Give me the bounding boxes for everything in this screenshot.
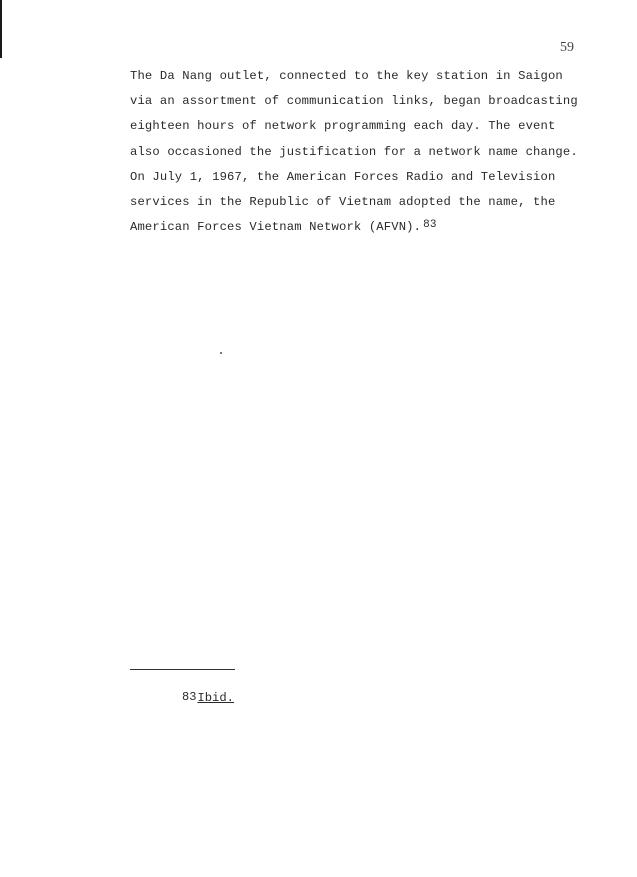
page-number: 59 [560,40,574,55]
paragraph-line: also occasioned the justification for a network name change. [130,144,578,159]
paragraph-line-text: American Forces Vietnam Network (AFVN). [130,220,422,235]
footnote [182,676,234,708]
footnote-text: Ibid. [197,691,234,705]
footnote-divider [130,669,235,670]
paragraph-line: eighteen hours of network programming each day. The event [130,119,556,134]
paragraph-line: via an assortment of communication links, began broadcasting [130,94,578,109]
paragraph-line: services in the Republic of Vietnam adopted the name, the [130,195,556,210]
scan-speck [220,352,222,354]
scan-edge-mark [0,0,2,58]
paragraph-line-last [130,215,590,241]
body-paragraph [130,64,590,241]
footnote-number: 83 [182,690,197,704]
paragraph-line: The Da Nang outlet, connected to the key station in Saigon [130,69,563,83]
paragraph-line: On July 1, 1967, the American Forces Radio and Television [130,169,556,184]
footnote-reference: 83 [423,219,437,232]
